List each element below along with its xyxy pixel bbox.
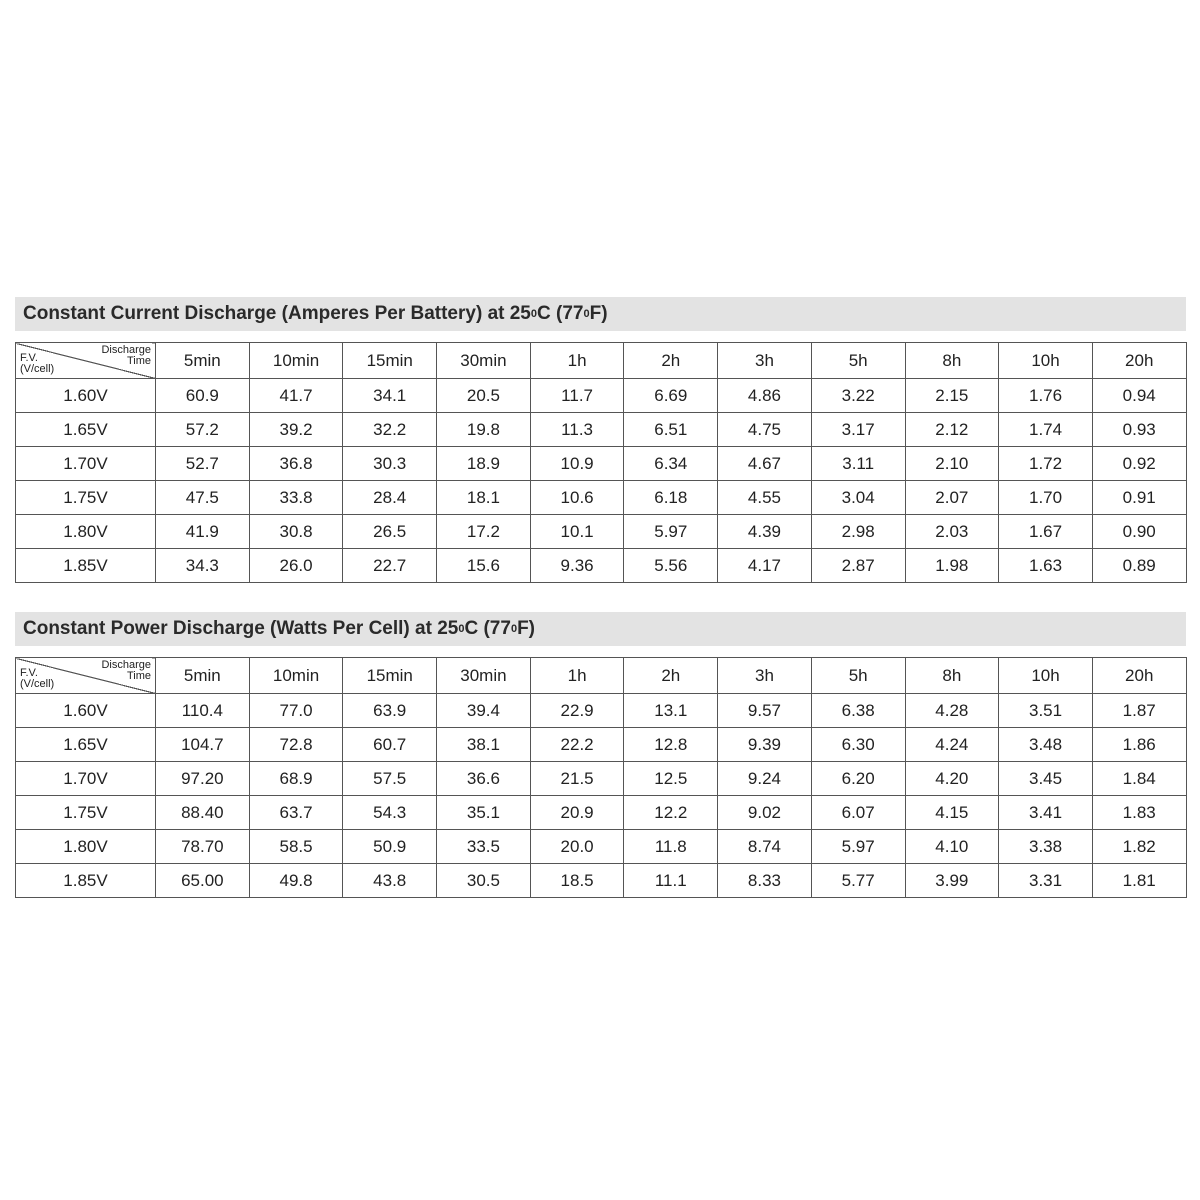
table-cell: 1.87 (1092, 694, 1186, 728)
column-header: 8h (905, 343, 999, 379)
column-header: 5min (156, 658, 250, 694)
table-row (16, 864, 1187, 898)
power-discharge-section (15, 612, 1186, 898)
table-cell: 11.1 (624, 864, 718, 898)
table-cell: 26.5 (343, 515, 437, 549)
title-prefix: Constant Current Discharge (Amperes Per Battery) at 25 (23, 303, 531, 324)
table-cell: 3.99 (905, 864, 999, 898)
table-cell: 33.5 (437, 830, 531, 864)
table-cell: 110.4 (156, 694, 250, 728)
table-cell: 18.9 (437, 447, 531, 481)
table-cell: 41.7 (249, 379, 343, 413)
table-cell: 21.5 (530, 762, 624, 796)
table-cell: 11.7 (530, 379, 624, 413)
table-cell: 5.77 (811, 864, 905, 898)
table-cell: 2.87 (811, 549, 905, 583)
table-cell: 1.84 (1092, 762, 1186, 796)
table-cell: 5.97 (811, 830, 905, 864)
table-cell: 49.8 (249, 864, 343, 898)
table-cell: 9.36 (530, 549, 624, 583)
table-cell: 5.97 (624, 515, 718, 549)
column-header: 30min (437, 343, 531, 379)
row-voltage-label: 1.75V (16, 481, 156, 515)
table-cell: 30.5 (437, 864, 531, 898)
table-cell: 77.0 (249, 694, 343, 728)
table-cell: 4.86 (718, 379, 812, 413)
table-cell: 36.6 (437, 762, 531, 796)
column-header: 10min (249, 343, 343, 379)
table-cell: 9.24 (718, 762, 812, 796)
column-header: 15min (343, 343, 437, 379)
fv-label-line2: (V/cell) (20, 678, 55, 690)
table-cell: 11.8 (624, 830, 718, 864)
table-cell: 2.07 (905, 481, 999, 515)
table-cell: 36.8 (249, 447, 343, 481)
table-cell: 3.45 (999, 762, 1093, 796)
title-mid: C (77 (537, 303, 584, 324)
table-cell: 35.1 (437, 796, 531, 830)
table-row (16, 728, 1187, 762)
table-cell: 4.17 (718, 549, 812, 583)
table-cell: 28.4 (343, 481, 437, 515)
table-cell: 0.90 (1092, 515, 1186, 549)
table-cell: 22.2 (530, 728, 624, 762)
table-row (16, 694, 1187, 728)
column-header: 20h (1092, 343, 1186, 379)
table-cell: 2.10 (905, 447, 999, 481)
table-cell: 0.93 (1092, 413, 1186, 447)
table-cell: 9.02 (718, 796, 812, 830)
table-cell: 1.86 (1092, 728, 1186, 762)
table-cell: 4.15 (905, 796, 999, 830)
column-header: 3h (718, 343, 812, 379)
table-row (16, 481, 1187, 515)
table-cell: 8.74 (718, 830, 812, 864)
table-cell: 38.1 (437, 728, 531, 762)
table-cell: 3.17 (811, 413, 905, 447)
table-cell: 4.55 (718, 481, 812, 515)
table-cell: 41.9 (156, 515, 250, 549)
table-cell: 6.18 (624, 481, 718, 515)
column-header: 30min (437, 658, 531, 694)
table-row (16, 515, 1187, 549)
table-cell: 3.41 (999, 796, 1093, 830)
row-voltage-label: 1.70V (16, 762, 156, 796)
table-cell: 15.6 (437, 549, 531, 583)
table-cell: 4.24 (905, 728, 999, 762)
table-cell: 32.2 (343, 413, 437, 447)
table-header-row (16, 343, 1187, 379)
table-cell: 1.83 (1092, 796, 1186, 830)
degree-mark: 0 (510, 623, 518, 635)
table-cell: 6.07 (811, 796, 905, 830)
table-cell: 39.2 (249, 413, 343, 447)
table-cell: 26.0 (249, 549, 343, 583)
table-cell: 60.9 (156, 379, 250, 413)
table-row (16, 549, 1187, 583)
fv-label-line1: F.V. (20, 667, 38, 679)
table-cell: 6.51 (624, 413, 718, 447)
table-cell: 4.28 (905, 694, 999, 728)
row-voltage-label: 1.75V (16, 796, 156, 830)
table-cell: 4.10 (905, 830, 999, 864)
table-cell: 1.76 (999, 379, 1093, 413)
table-cell: 52.7 (156, 447, 250, 481)
table-cell: 3.51 (999, 694, 1093, 728)
column-header: 3h (718, 658, 812, 694)
table-cell: 12.5 (624, 762, 718, 796)
column-header: 10h (999, 658, 1093, 694)
column-header: 10min (249, 658, 343, 694)
header-corner-cell (16, 343, 156, 379)
table-cell: 19.8 (437, 413, 531, 447)
table-cell: 20.0 (530, 830, 624, 864)
fv-label-line2: (V/cell) (20, 363, 55, 375)
table-cell: 22.9 (530, 694, 624, 728)
column-header: 1h (530, 343, 624, 379)
table-cell: 2.98 (811, 515, 905, 549)
table-cell: 3.31 (999, 864, 1093, 898)
table-cell: 3.04 (811, 481, 905, 515)
table-cell: 6.30 (811, 728, 905, 762)
table-cell: 18.5 (530, 864, 624, 898)
table-row (16, 447, 1187, 481)
fv-label (20, 353, 54, 375)
table-cell: 57.2 (156, 413, 250, 447)
current-discharge-title (15, 297, 1186, 331)
column-header: 10h (999, 343, 1093, 379)
row-voltage-label: 1.80V (16, 830, 156, 864)
table-cell: 10.6 (530, 481, 624, 515)
table-cell: 72.8 (249, 728, 343, 762)
table-cell: 54.3 (343, 796, 437, 830)
table-cell: 47.5 (156, 481, 250, 515)
table-cell: 1.74 (999, 413, 1093, 447)
column-header: 2h (624, 658, 718, 694)
table-cell: 39.4 (437, 694, 531, 728)
table-cell: 2.15 (905, 379, 999, 413)
table-cell: 65.00 (156, 864, 250, 898)
discharge-label-line2: Time (126, 670, 151, 682)
table-cell: 97.20 (156, 762, 250, 796)
table-cell: 43.8 (343, 864, 437, 898)
table-cell: 22.7 (343, 549, 437, 583)
discharge-label-line2: Time (126, 355, 151, 367)
degree-mark: 0 (530, 308, 537, 320)
table-cell: 6.69 (624, 379, 718, 413)
table-cell: 63.7 (249, 796, 343, 830)
title-suffix: F) (517, 618, 536, 639)
table-cell: 30.3 (343, 447, 437, 481)
table-cell: 3.48 (999, 728, 1093, 762)
table-cell: 9.39 (718, 728, 812, 762)
power-discharge-title (15, 612, 1186, 646)
header-corner-cell (16, 658, 156, 694)
title-suffix: F) (589, 303, 608, 324)
column-header: 5min (156, 343, 250, 379)
fv-label-line1: F.V. (20, 352, 38, 364)
column-header: 2h (624, 343, 718, 379)
table-cell: 68.9 (249, 762, 343, 796)
row-voltage-label: 1.70V (16, 447, 156, 481)
table-cell: 1.70 (999, 481, 1093, 515)
table-cell: 63.9 (343, 694, 437, 728)
column-header: 15min (343, 658, 437, 694)
table-cell: 17.2 (437, 515, 531, 549)
table-cell: 5.56 (624, 549, 718, 583)
column-header: 8h (905, 658, 999, 694)
table-cell: 6.34 (624, 447, 718, 481)
table-cell: 10.1 (530, 515, 624, 549)
current-discharge-section (15, 297, 1186, 583)
table-cell: 12.2 (624, 796, 718, 830)
row-voltage-label: 1.60V (16, 694, 156, 728)
discharge-time-label (101, 660, 151, 682)
table-row (16, 413, 1187, 447)
column-header: 20h (1092, 658, 1186, 694)
table-cell: 2.03 (905, 515, 999, 549)
table-cell: 18.1 (437, 481, 531, 515)
discharge-label-line1: Discharge (101, 344, 151, 356)
table-cell: 0.94 (1092, 379, 1186, 413)
table-cell: 6.20 (811, 762, 905, 796)
current-discharge-table (15, 342, 1187, 583)
row-voltage-label: 1.65V (16, 728, 156, 762)
column-header: 5h (811, 658, 905, 694)
table-cell: 0.91 (1092, 481, 1186, 515)
table-cell: 50.9 (343, 830, 437, 864)
table-header-row (16, 658, 1187, 694)
table-cell: 30.8 (249, 515, 343, 549)
table-cell: 0.89 (1092, 549, 1186, 583)
title-prefix: Constant Power Discharge (Watts Per Cell) at 25 (23, 618, 459, 639)
table-cell: 1.82 (1092, 830, 1186, 864)
table-cell: 11.3 (530, 413, 624, 447)
table-cell: 57.5 (343, 762, 437, 796)
table-cell: 104.7 (156, 728, 250, 762)
table-cell: 12.8 (624, 728, 718, 762)
power-discharge-table (15, 657, 1187, 898)
table-cell: 88.40 (156, 796, 250, 830)
column-header: 1h (530, 658, 624, 694)
table-cell: 78.70 (156, 830, 250, 864)
title-mid: C (77 (464, 618, 511, 639)
table-row (16, 379, 1187, 413)
table-cell: 2.12 (905, 413, 999, 447)
row-voltage-label: 1.85V (16, 549, 156, 583)
row-voltage-label: 1.60V (16, 379, 156, 413)
table-cell: 34.1 (343, 379, 437, 413)
discharge-time-label (101, 345, 151, 367)
table-cell: 9.57 (718, 694, 812, 728)
table-cell: 1.81 (1092, 864, 1186, 898)
table-cell: 4.39 (718, 515, 812, 549)
table-cell: 1.67 (999, 515, 1093, 549)
table-cell: 34.3 (156, 549, 250, 583)
table-cell: 1.72 (999, 447, 1093, 481)
fv-label (20, 668, 54, 690)
table-cell: 3.22 (811, 379, 905, 413)
table-cell: 4.67 (718, 447, 812, 481)
degree-mark: 0 (458, 623, 465, 635)
row-voltage-label: 1.65V (16, 413, 156, 447)
table-cell: 10.9 (530, 447, 624, 481)
table-cell: 1.63 (999, 549, 1093, 583)
table-cell: 6.38 (811, 694, 905, 728)
row-voltage-label: 1.80V (16, 515, 156, 549)
table-row (16, 796, 1187, 830)
table-cell: 58.5 (249, 830, 343, 864)
table-cell: 20.5 (437, 379, 531, 413)
table-cell: 3.11 (811, 447, 905, 481)
table-cell: 8.33 (718, 864, 812, 898)
table-cell: 20.9 (530, 796, 624, 830)
table-cell: 4.20 (905, 762, 999, 796)
table-cell: 0.92 (1092, 447, 1186, 481)
table-cell: 33.8 (249, 481, 343, 515)
table-row (16, 762, 1187, 796)
degree-mark: 0 (583, 308, 590, 320)
table-cell: 13.1 (624, 694, 718, 728)
discharge-label-line1: Discharge (101, 659, 151, 671)
row-voltage-label: 1.85V (16, 864, 156, 898)
table-row (16, 830, 1187, 864)
table-cell: 60.7 (343, 728, 437, 762)
table-cell: 1.98 (905, 549, 999, 583)
table-cell: 3.38 (999, 830, 1093, 864)
table-cell: 4.75 (718, 413, 812, 447)
column-header: 5h (811, 343, 905, 379)
